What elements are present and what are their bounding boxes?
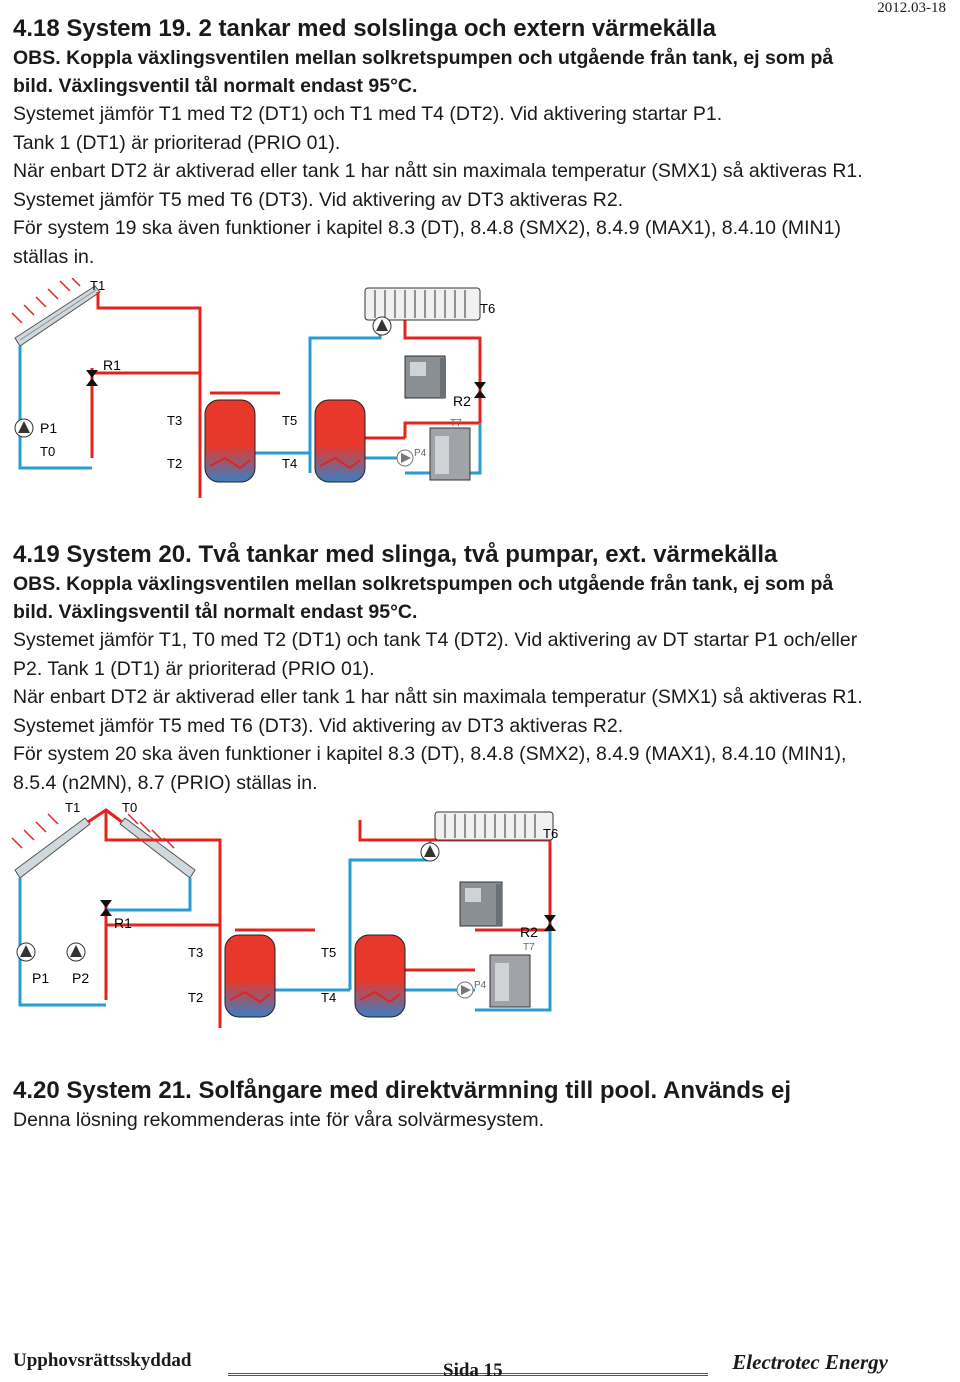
page-footer: [13, 1340, 948, 1380]
body-line-4: Systemet jämför T5 med T6 (DT3). Vid aktivering av DT3 aktiveras R2.: [13, 714, 624, 737]
tank-1: [225, 935, 275, 1017]
label-t4: T4: [282, 456, 298, 471]
body-line-3: När enbart DT2 är aktiverad eller tank 1 har nått sin maximala temperatur (SMX1) så aktiveras R1.: [13, 160, 863, 182]
pump-p4-icon: [397, 450, 413, 466]
label-r1: R1: [103, 357, 121, 373]
body-line-4: Systemet jämför T5 med T6 (DT3). Vid aktivering av DT3 aktiveras R2.: [13, 188, 624, 211]
external-boiler: [430, 428, 470, 480]
obs-line-2: bild. Växlingsventil tål normalt endast 95°C.: [13, 601, 418, 623]
system-19-diagram: [10, 278, 510, 498]
pump-icon: [373, 317, 391, 335]
label-p4: P4: [474, 980, 487, 991]
body-line-5: För system 19 ska även funktioner i kapitel 8.3 (DT), 8.4.8 (SMX2), 8.4.9 (MAX1), 8.4.10 (MIN1): [13, 217, 841, 239]
valve-r1-icon: [100, 900, 112, 916]
label-t6: T6: [480, 301, 496, 316]
valve-r2-icon: [474, 382, 486, 398]
label-t1: T1: [90, 278, 106, 293]
solar-collectors: [12, 814, 195, 878]
label-p1: P1: [40, 420, 58, 436]
system-20-diagram: [10, 800, 580, 1030]
section-4-18: [13, 14, 948, 271]
body-line-5: För system 20 ska även funktioner i kapitel 8.3 (DT), 8.4.8 (SMX2), 8.4.9 (MAX1), 8.4.10 (MIN1),: [13, 743, 847, 765]
copyright-notice: Upphovsrättsskyddad: [13, 1350, 192, 1371]
external-boiler: [490, 955, 530, 1007]
label-r1: R1: [114, 915, 132, 931]
solar-collector: [12, 278, 100, 346]
body-line-3: När enbart DT2 är aktiverad eller tank 1 har nått sin maximala temperatur (SMX1) så aktiveras R1.: [13, 686, 863, 708]
label-t4: T4: [321, 990, 337, 1005]
body-line-6: ställas in.: [13, 245, 95, 268]
section-heading: 4.19 System 20. Två tankar med slinga, två pumpar, ext. värmekälla: [13, 541, 778, 568]
label-t6: T6: [543, 826, 559, 841]
label-t7: T7: [523, 942, 535, 953]
obs-line-1: OBS. Koppla växlingsventilen mellan solkretspumpen och utgående från tank, ej som på: [13, 47, 834, 69]
section-heading: 4.18 System 19. 2 tankar med solslinga och extern värmekälla: [13, 15, 717, 42]
body-line-2: P2. Tank 1 (DT1) är prioriterad (PRIO 01).: [13, 657, 375, 680]
label-t2: T2: [167, 456, 183, 471]
tank-1: [205, 400, 255, 482]
tank-2: [315, 400, 365, 482]
label-p2: P2: [72, 970, 90, 986]
section-4-20: [13, 1076, 948, 1135]
page-number: Sida 15: [443, 1360, 503, 1381]
label-r2: R2: [520, 924, 538, 940]
label-t3: T3: [188, 945, 204, 960]
pump-p1-icon: [15, 419, 33, 437]
label-t5: T5: [282, 413, 298, 428]
valve-r1-icon: [86, 370, 98, 386]
controller-box: [460, 882, 502, 926]
controller-box: [405, 356, 446, 398]
body-line-6: 8.5.4 (n2MN), 8.7 (PRIO) ställas in.: [13, 771, 318, 794]
label-t0: T0: [122, 800, 138, 815]
radiator: [365, 288, 480, 320]
label-r2: R2: [453, 393, 471, 409]
body-line-1: Systemet jämför T1 med T2 (DT1) och T1 med T4 (DT2). Vid aktivering startar P1.: [13, 103, 723, 125]
label-p4: P4: [414, 448, 427, 459]
pump-p2-icon: [67, 943, 85, 961]
obs-line-1: OBS. Koppla växlingsventilen mellan solkretspumpen och utgående från tank, ej som på: [13, 573, 834, 595]
label-t7: T7: [450, 418, 462, 429]
label-t3: T3: [167, 413, 183, 428]
section-heading: 4.20 System 21. Solfångare med direktvärmning till pool. Används ej: [13, 1077, 792, 1104]
label-t5: T5: [321, 945, 337, 960]
label-t0: T0: [40, 444, 56, 459]
pump-icon: [421, 843, 439, 861]
brand-name: Electrotec Energy: [732, 1350, 888, 1374]
body-line-1: Denna lösning rekommenderas inte för våra solvärmesystem.: [13, 1109, 545, 1131]
section-4-19: [13, 540, 948, 797]
radiator: [435, 812, 553, 840]
document-date: 2012.03-18: [877, 0, 946, 16]
label-t2: T2: [188, 990, 204, 1005]
body-line-1: Systemet jämför T1, T0 med T2 (DT1) och tank T4 (DT2). Vid aktivering av DT startar P1 och/eller: [13, 629, 858, 651]
label-t1: T1: [65, 800, 81, 815]
pump-p4-icon: [457, 982, 473, 998]
tank-2: [355, 935, 405, 1017]
pump-p1-icon: [17, 943, 35, 961]
label-p1: P1: [32, 970, 50, 986]
obs-line-2: bild. Växlingsventil tål normalt endast 95°C.: [13, 75, 418, 97]
body-line-2: Tank 1 (DT1) är prioriterad (PRIO 01).: [13, 131, 341, 154]
